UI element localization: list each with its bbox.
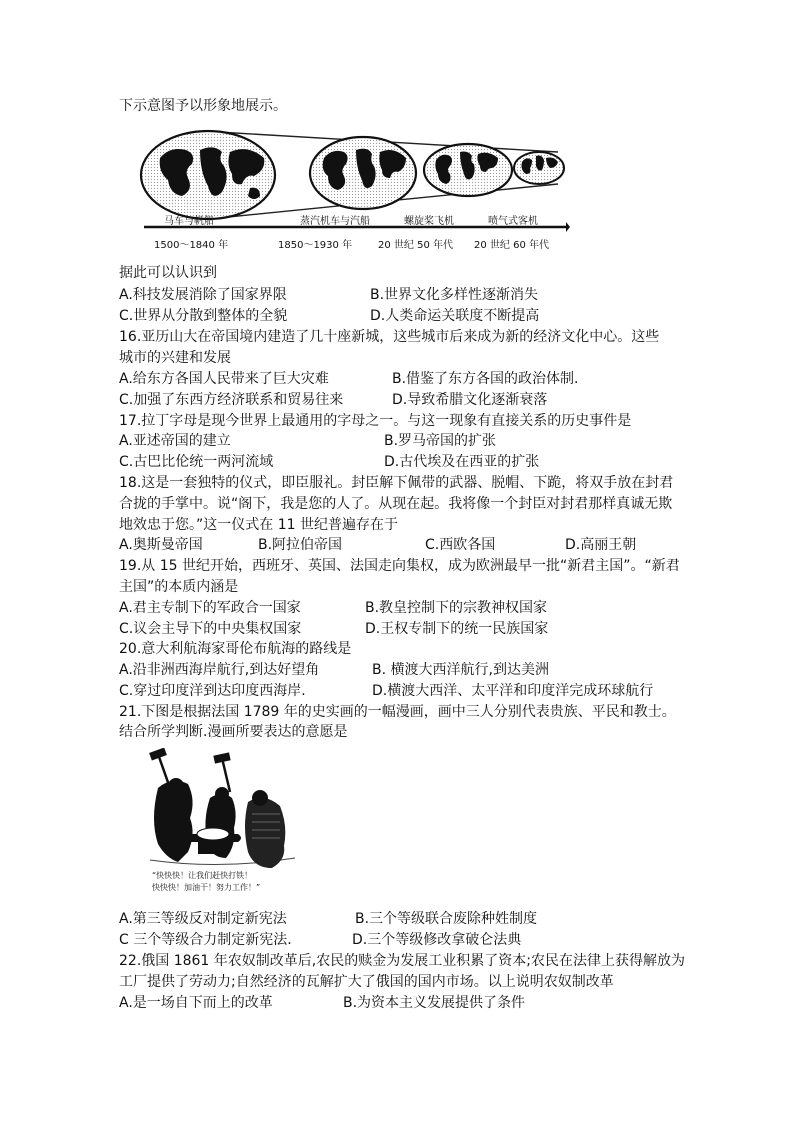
intro-text: 下示意图予以形象地展示。 [119,98,287,114]
q19-stem-line1: 19.从 15 世纪开始，西班牙、英国、法国走向集权，成为欧洲最早一批“新君主国”。“新君 [119,558,680,574]
q17-stem: 17.拉丁字母是现今世界上最通用的字母之一。与这一现象有直接关系的历史事件是 [119,413,632,429]
q20-option-d: D.横渡大西洋、太平洋和印度洋完成环球航行 [372,683,654,699]
q20-option-c: C.穿过印度洋到达印度西海岸. [119,683,306,699]
q22-option-b: B.为资本主义发展提供了条件 [343,995,526,1011]
q15-option-d: D.人类命运关联度不断提高 [370,308,540,324]
q15-option-b: B.世界文化多样性逐渐消失 [370,287,539,303]
shrinking-world-figure [138,124,570,256]
q19-stem-line2: 主国”的本质内涵是 [119,579,239,595]
globe-2 [310,137,416,209]
q20-option-b: B. 横渡大西洋航行,到达美洲 [372,662,549,678]
globe-4 [514,152,564,184]
q18-option-c: C.西欧各国 [425,537,496,553]
q18-option-a: A.奥斯曼帝国 [119,537,203,553]
q21-option-a: A.第三等级反对制定新宪法 [119,911,287,927]
period-label-3: 20 世纪 50 年代 [378,240,453,251]
q18-stem-line1: 18.这是一套独特的仪式，即臣服礼。封臣解下佩带的武器、脱帽、下跪，将双手放在封君 [119,475,674,491]
q20-stem: 20.意大利航海家哥伦布航海的路线是 [119,641,352,657]
q16-option-b: B.借鉴了东方各国的政治体制. [392,371,579,387]
cartoon-caption-line1: “快快快！让我们赶快打铁！ [152,871,253,880]
q15-stem: 据此可以认识到 [119,265,217,281]
q16-option-c: C.加强了东西方经济联系和贸易往来 [119,392,344,408]
q17-option-c: C.古巴比伦统一两河流域 [119,454,274,470]
q17-option-a: A.亚述帝国的建立 [119,433,231,449]
period-label-4: 20 世纪 60 年代 [474,240,549,251]
q22-stem-line2: 工厂提供了劳动力;自然经济的瓦解扩大了俄国的国内市场。以上说明农奴制改革 [119,974,614,990]
q20-option-a: A.沿非洲西海岸航行,到达好望角 [119,662,320,678]
q15-option-a: A.科技发展消除了国家界限 [119,287,287,303]
q21-option-b: B.三个等级联合废除种姓制度 [355,911,538,927]
period-label-2: 1850～1930 年 [278,240,353,251]
q18-stem-line2: 合拢的手掌中。说“阁下，我是您的人了。从现在起。我将像一个封臣对封君那样真诚无欺 [119,496,673,512]
q21-stem-line2: 结合所学判断.漫画所要表达的意愿是 [119,724,348,740]
q16-option-d: D.导致希腊文化逐渐衰落 [392,392,548,408]
period-label-1: 1500～1840 年 [154,240,229,251]
mode-label-3: 螺旋桨飞机 [404,216,454,227]
q18-stem-line3: 地效忠于您。”这一仪式在 11 世纪普遍存在于 [119,517,398,533]
q19-option-d: D.王权专制下的统一民族国家 [365,621,549,637]
q16-stem-line2: 城市的兴建和发展 [119,350,231,366]
q21-option-c: C 三个等级合力制定新宪法. [119,932,292,948]
q21-stem-line1: 21.下图是根据法国 1789 年的史实画的一幅漫画，画中三人分别代表贵族、平民和教士。 [119,704,676,720]
mode-label-4: 喷气式客机 [488,216,538,227]
q16-option-a: A.给东方各国人民带来了巨大灾难 [119,371,329,387]
q21-option-d: D.三个等级修改拿破仑法典 [352,932,522,948]
globe-1 [141,131,275,219]
q16-stem-line1: 16.亚历山大在帝国境内建造了几十座新城，这些城市后来成为新的经济文化中心。这些 [119,329,660,345]
q17-option-d: D.古代埃及在西亚的扩张 [384,454,540,470]
q18-option-b: B.阿拉伯帝国 [258,537,343,553]
q18-option-d: D.高丽王朝 [565,537,637,553]
q19-option-a: A.君主专制下的军政合一国家 [119,600,301,616]
cartoon-caption-line2: 快快快！加油干！努力工作！” [152,883,261,892]
mode-label-1: 马车与帆船 [164,216,214,227]
q17-option-b: B.罗马帝国的扩张 [384,433,497,449]
revolution-cartoon-illustration [140,748,300,898]
mode-label-2: 蒸汽机车与汽船 [300,216,370,227]
globe-3 [424,144,512,196]
q19-option-c: C.议会主导下的中央集权国家 [119,621,302,637]
q19-option-b: B.教皇控制下的宗教神权国家 [365,600,548,616]
q15-option-c: C.世界从分散到整体的全貌 [119,308,288,324]
q22-option-a: A.是一场自下而上的改革 [119,995,273,1011]
q22-stem-line1: 22.俄国 1861 年农奴制改革后,农民的赎金为发展工业积累了资本;农民在法律上获得解放为 [119,953,685,969]
